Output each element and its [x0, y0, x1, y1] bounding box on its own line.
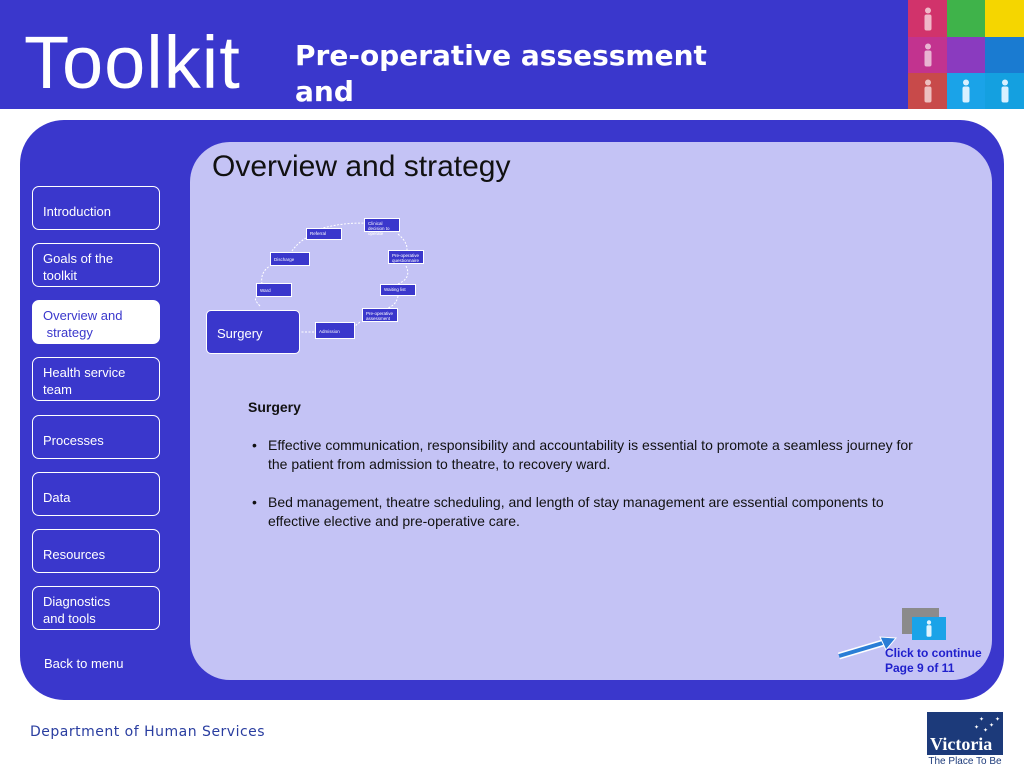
app-title: Toolkit [24, 21, 241, 104]
nav-label: Goals of the [43, 251, 114, 266]
star-icon: ✦ [995, 717, 1001, 723]
tile-yellow [985, 0, 1024, 37]
tile-purple [947, 37, 985, 73]
diagram-node-questionnaire: Pre-operative questionnaire [388, 250, 424, 264]
nav-resources[interactable] [32, 529, 160, 573]
bullet-text: Effective communication, responsibility and accountability is essential to promote a seamless journey for the patient from admission to theatre, to recovery ward. [268, 437, 913, 472]
bullet-text: Bed management, theatre scheduling, and length of stay management are essential components to effective elective and pre-operative care. [268, 494, 884, 529]
nav-data[interactable] [32, 472, 160, 516]
logo-tagline: The Place To Be [928, 756, 1002, 767]
diagram-node-clinical-decision: Clinical decision to operate [364, 218, 400, 232]
nav-label: Processes [43, 433, 104, 448]
star-icon: ✦ [974, 725, 980, 731]
brand-tiles-logo [908, 0, 1024, 109]
person-icon [924, 619, 934, 638]
logo-name: Victoria [930, 734, 993, 754]
star-icon: ✦ [983, 728, 989, 734]
nav-label: strategy [43, 325, 93, 340]
tile-sky [985, 73, 1024, 109]
diagram-node-discharge: Discharge [270, 252, 310, 266]
nav-overview[interactable] [32, 300, 160, 344]
back-to-menu-link[interactable]: Back to menu [44, 656, 124, 671]
department-label: Department of Human Services [30, 724, 266, 740]
nav-label: team [43, 382, 72, 397]
page-title: Overview and strategy [212, 150, 511, 183]
nav-label: and tools [43, 611, 96, 626]
continue-person-icon[interactable] [912, 617, 946, 640]
diagram-node-referral: Referral [306, 228, 342, 240]
nav-label: Introduction [43, 204, 111, 219]
person-icon [921, 7, 935, 31]
nav-label: toolkit [43, 268, 77, 283]
page-indicator: Page 9 of 11 [885, 661, 955, 675]
victoria-logo [927, 712, 1003, 768]
bullet-marker: • [252, 437, 257, 453]
tile-pink [908, 0, 947, 37]
nav-diagnostics[interactable] [32, 586, 160, 630]
nav-label: Data [43, 490, 71, 505]
continue-link[interactable]: Click to continue [885, 646, 982, 660]
star-icon: ✦ [989, 723, 995, 729]
tile-red [908, 73, 947, 109]
nav-processes[interactable] [32, 415, 160, 459]
content-text [248, 398, 928, 550]
tile-magenta [908, 37, 947, 73]
bullet-item [248, 436, 928, 474]
nav-introduction[interactable] [32, 186, 160, 230]
nav-goals[interactable] [32, 243, 160, 287]
nav-health-service-team[interactable] [32, 357, 160, 401]
tile-green [947, 0, 985, 37]
star-icon: ✦ [979, 717, 985, 723]
person-icon [959, 79, 973, 103]
nav-label: Diagnostics [43, 594, 111, 609]
tile-blue [985, 37, 1024, 73]
diagram-node-ward: Ward [256, 283, 292, 297]
diagram-node-waiting-list: Waiting list [380, 284, 416, 296]
module-title-line1: Pre-operative assessment and [295, 39, 707, 108]
nav-label: Resources [43, 547, 106, 562]
nav-label: Overview and [43, 308, 123, 323]
person-icon [921, 79, 935, 103]
diagram-node-admission: Admission [315, 322, 355, 339]
tile-cyan [947, 73, 985, 109]
bullet-item [248, 493, 928, 531]
person-icon [998, 79, 1012, 103]
person-icon [921, 43, 935, 67]
nav-label: Health service [43, 365, 126, 380]
bullet-marker: • [252, 494, 257, 510]
section-heading: Surgery [248, 399, 301, 415]
diagram-node-preop-assessment: Pre-operative assessment [362, 308, 398, 322]
diagram-node-surgery-selected[interactable]: Surgery [206, 310, 300, 354]
